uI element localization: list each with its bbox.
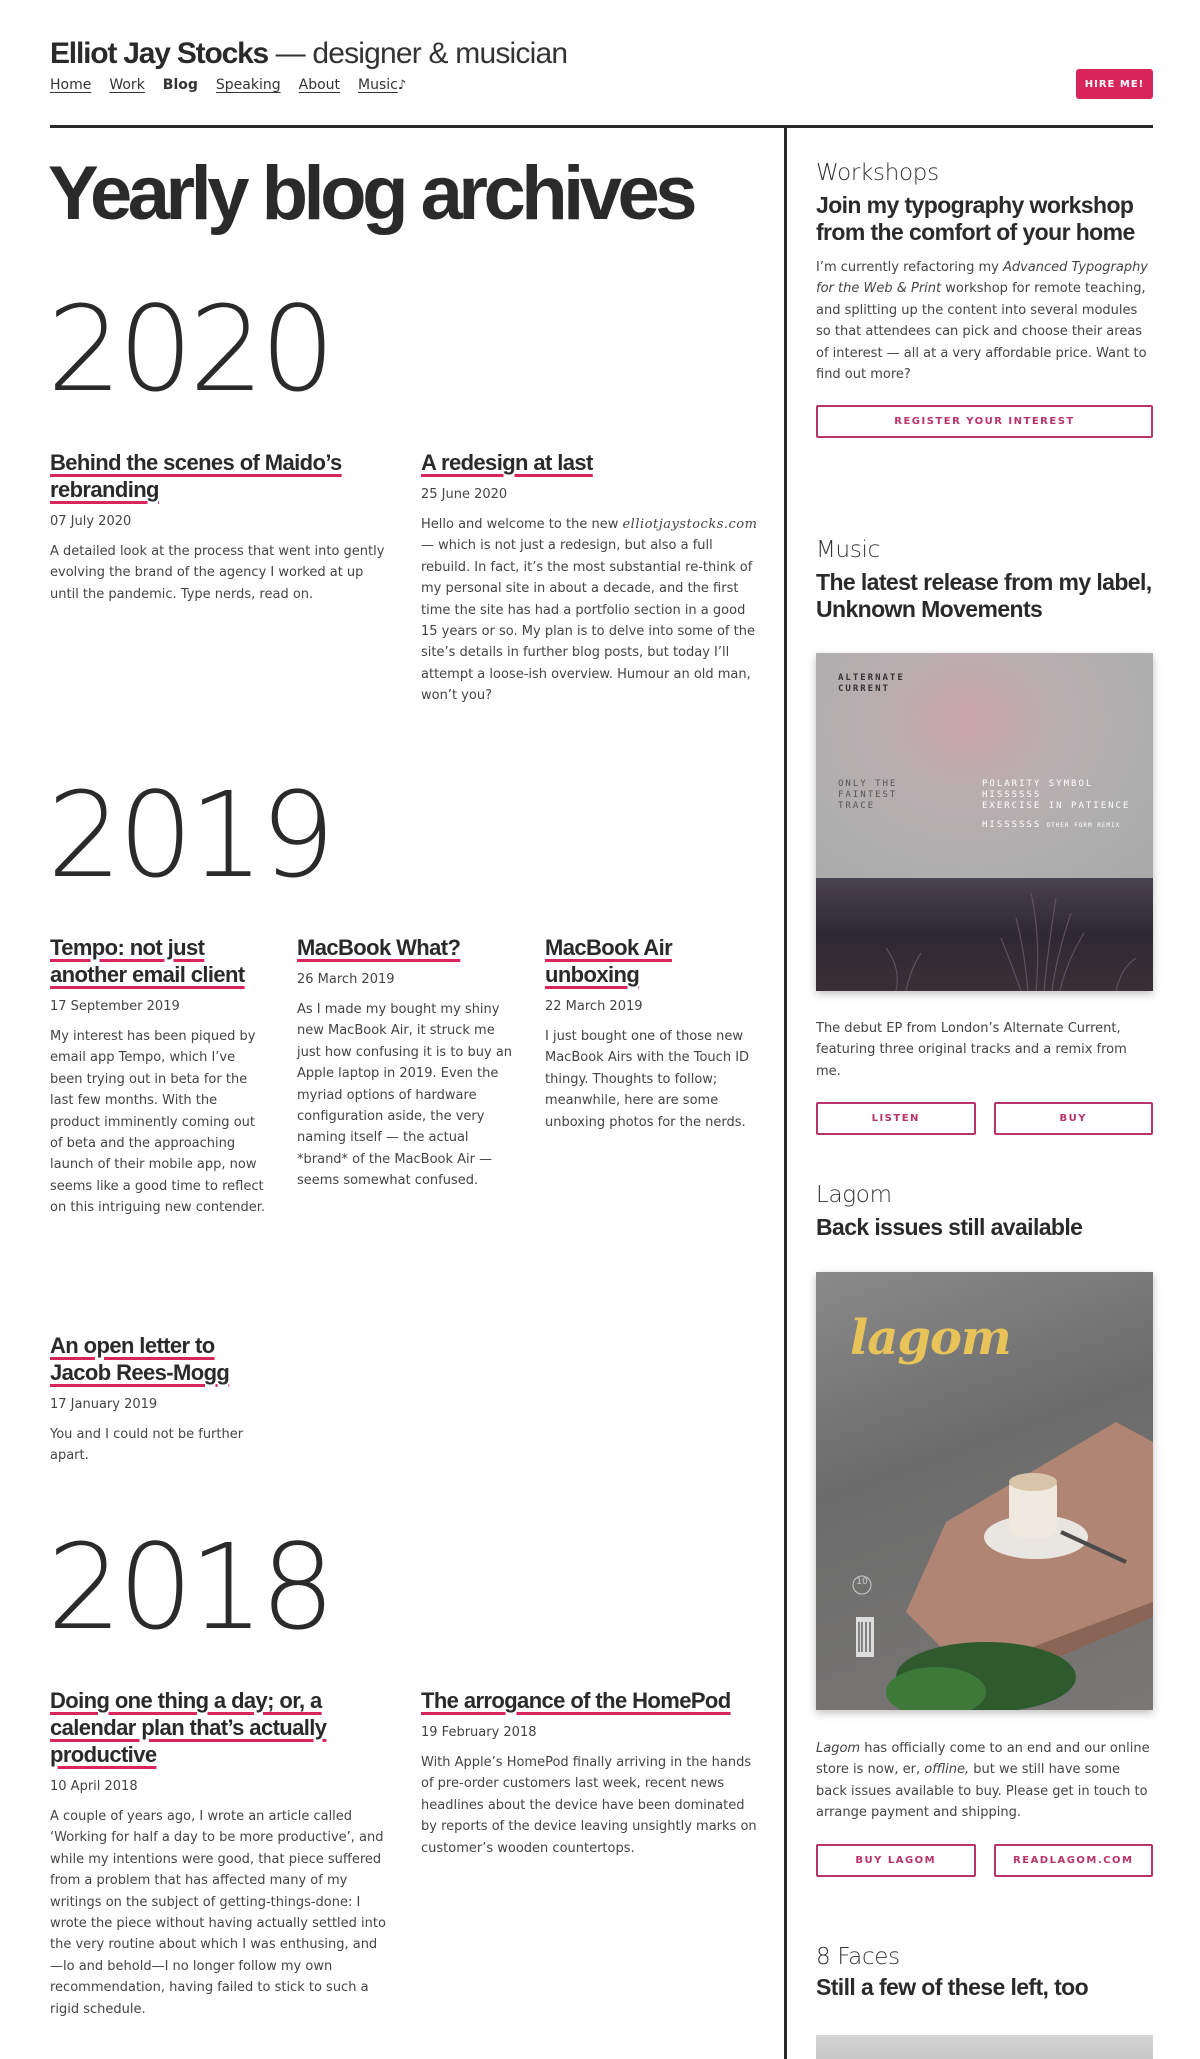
album-track: HISSSSSS <box>982 820 1042 830</box>
register-interest-button[interactable]: REGISTER YOUR INTEREST <box>816 405 1153 438</box>
post-card <box>50 449 390 605</box>
music-note-icon: ♪ <box>397 78 407 93</box>
post-card <box>50 1332 270 1467</box>
text-part: workshop for remote teaching, and splitting up the content into several modules so that attendees can pick and choose their areas of interest — all at a very affordable price. Want to find out more? <box>816 281 1147 383</box>
workshops-kicker: Workshops <box>816 160 939 186</box>
nav-blog[interactable]: Blog <box>162 77 198 93</box>
music-heading: The latest release from my label, Unknown Movements <box>816 569 1152 622</box>
hire-me-button[interactable]: HIRE ME! <box>1076 69 1153 99</box>
post-title-link[interactable]: A redesign at last <box>421 450 593 475</box>
year-heading-2019: 2019 <box>47 766 332 904</box>
year-heading-2018: 2018 <box>47 1518 332 1656</box>
post-excerpt: I just bought one of those new MacBook Airs with the Touch ID thingy. Thoughts to follow; meanwhile, here are some unboxing photos for the nerds. <box>545 1029 750 1130</box>
post-excerpt <box>421 514 763 707</box>
buy-button[interactable]: BUY <box>994 1102 1154 1135</box>
eight-faces-cover-image[interactable] <box>816 2035 1153 2059</box>
post-title-link[interactable]: MacBook What? <box>297 935 461 960</box>
nav-work[interactable]: Work <box>109 77 145 93</box>
music-text: The debut EP from London’s Alternate Current, featuring three original tracks and a remix from me. <box>816 1021 1127 1079</box>
post-date: 07 July 2020 <box>50 514 132 529</box>
text-part: Lagom <box>816 1741 861 1756</box>
album-tracklist <box>982 779 1152 831</box>
excerpt-text: — which is not just a redesign, but also a full rebuild. In fact, it’s the most substantial re-think of my personal site in about a decade, and the first time the site has had a portfolio section in a good 15 years or so. My plan is to delve into some of the site’s details in further blog posts, but today I’ll attempt a loose-ish overview. Humour an old man, won’t you? <box>421 538 755 704</box>
album-title: ONLY THE FAINTEST TRACE <box>838 779 898 811</box>
post-excerpt: My interest has been piqued by email app Tempo, which I’ve been trying out in beta for the last few months. With the product imminently coming out of beta and the approaching launch of their mobile app, now seems like a good time to reflect on this intriguing new contender. <box>50 1029 266 1216</box>
year-heading-2020: 2020 <box>47 280 332 418</box>
excerpt-text: Hello and welcome to the new <box>421 517 619 532</box>
lagom-details <box>816 1738 1153 1877</box>
post-card <box>50 934 270 1219</box>
site-header <box>50 36 1153 128</box>
music-details <box>816 1018 1153 1135</box>
post-excerpt: You and I could not be further apart. <box>50 1427 244 1464</box>
site-title[interactable] <box>50 36 1153 72</box>
post-date: 26 March 2019 <box>297 972 395 987</box>
post-title-link[interactable]: Tempo: not just another email client <box>50 935 245 987</box>
post-date: 17 January 2019 <box>50 1397 158 1412</box>
grass-illustration <box>816 878 1153 991</box>
listen-button[interactable]: LISTEN <box>816 1102 976 1135</box>
album-track: EXERCISE IN PATIENCE <box>982 801 1131 811</box>
nav-about[interactable]: About <box>298 77 341 93</box>
text-part: offline, <box>924 1762 970 1778</box>
nav-music-wrap <box>358 77 406 93</box>
post-card <box>297 934 513 1192</box>
post-title-link[interactable]: MacBook Air unboxing <box>545 935 673 987</box>
post-date: 25 June 2020 <box>421 487 508 502</box>
lagom-text <box>816 1738 1153 1824</box>
lagom-heading: Back issues still available <box>816 1214 1083 1240</box>
post-title-link[interactable]: Behind the scenes of Maido’s rebranding <box>50 450 342 502</box>
album-remix: OTHER FORM REMIX <box>1046 822 1121 829</box>
site-name[interactable]: Elliot Jay Stocks <box>50 37 269 70</box>
eight-faces-kicker: 8 Faces <box>816 1944 900 1970</box>
main-nav <box>50 77 406 93</box>
post-excerpt: As I made my bought my shiny new MacBook Air, it struck me just how confusing it is to buy an Apple laptop in 2019. Even the myriad options of hardware configuration aside, the very naming itself — the actual *brand* of the MacBook Air — seems somewhat confused. <box>297 1002 513 1189</box>
text-part: but we still have some back issues available to buy. Please get in touch to arrange payment and shipping. <box>816 1762 1148 1821</box>
post-date: 22 March 2019 <box>545 999 643 1014</box>
text-part: has officially come to an end and our online store is now, er, <box>816 1741 1150 1778</box>
nav-home[interactable]: Home <box>50 77 92 93</box>
post-card <box>50 1687 390 2020</box>
album-artist: ALTERNATE CURRENT <box>838 673 905 694</box>
workshops-heading: Join my typography workshop from the comfort of your home <box>816 192 1135 245</box>
music-kicker: Music <box>816 537 880 563</box>
album-track: POLARITY SYMBOL <box>982 779 1094 789</box>
music-buttons <box>816 1102 1153 1135</box>
post-date: 17 September 2019 <box>50 999 180 1014</box>
post-excerpt: With Apple’s HomePod finally arriving in the hands of pre-order customers last week, recent news headlines about the device have been dominated by reports of the device leaving unsightly marks on customer’s wooden countertops. <box>421 1755 757 1856</box>
workshop-name: Advanced Typography for the Web & Print <box>816 260 1148 297</box>
post-title-link[interactable]: Doing one thing a day; or, a calendar plan that’s actually productive <box>50 1688 327 1767</box>
eight-faces-section <box>816 1944 1153 2001</box>
eight-faces-heading: Still a few of these left, too <box>816 1974 1089 2000</box>
workshops-text <box>816 257 1153 385</box>
post-excerpt: A detailed look at the process that went into gently evolving the brand of the agency I worked at up until the pandemic. Type nerds, read on. <box>50 544 385 602</box>
readlagom-button[interactable]: READLAGOM.COM <box>994 1844 1154 1877</box>
lagom-cover-image[interactable] <box>816 1272 1153 1710</box>
column-divider <box>784 128 787 2059</box>
lagom-buttons <box>816 1844 1153 1877</box>
lagom-kicker: Lagom <box>816 1182 892 1208</box>
nav-music[interactable]: Music <box>358 77 398 93</box>
post-card <box>421 449 763 707</box>
post-title-link[interactable]: The arrogance of the HomePod <box>421 1688 731 1713</box>
site-tagline: — designer & musician <box>268 37 568 70</box>
page-title: Yearly blog archives <box>48 151 694 236</box>
lagom-section <box>816 1182 1153 1241</box>
post-date: 19 February 2018 <box>421 1725 537 1740</box>
text-part: I’m currently refactoring my <box>816 260 1003 275</box>
music-section <box>816 537 1153 622</box>
lagom-logo: lagom <box>850 1310 1011 1366</box>
lagom-issue-number: 10 <box>856 1577 868 1587</box>
buy-lagom-button[interactable]: BUY LAGOM <box>816 1844 976 1877</box>
site-url-text: elliotjaystocks.com <box>622 517 758 532</box>
album-cover-image[interactable] <box>816 653 1153 991</box>
post-card <box>421 1687 763 1859</box>
album-track-row <box>982 812 1152 831</box>
post-excerpt: A couple of years ago, I wrote an article called ‘Working for half a day to be more productive’, and while my intentions were good, that piece suffered from a problem that has affected many of my writings on the subject of getting-things-done: I wrote the piece without having actually settled into the very routine about which I was enthusing, and—lo and behold—I no longer follow my own recommendation, having failed to stick to such a rigid schedule. <box>50 1809 386 2017</box>
post-title-link[interactable]: An open letter to Jacob Rees-Mogg <box>50 1333 230 1385</box>
workshops-section <box>816 160 1153 438</box>
post-date: 10 April 2018 <box>50 1779 138 1794</box>
nav-speaking[interactable]: Speaking <box>215 77 281 93</box>
post-card <box>545 934 761 1133</box>
album-track: HISSSSSS <box>982 790 1042 800</box>
album-art-bottom <box>816 878 1153 991</box>
